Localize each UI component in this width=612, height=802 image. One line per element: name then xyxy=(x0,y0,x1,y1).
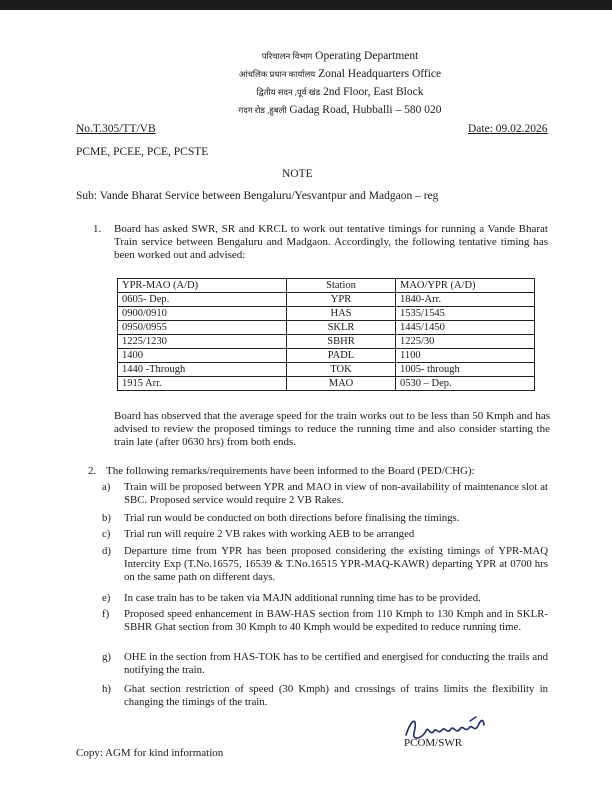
para2-intro: The following remarks/requirements have been informed to the Board (PED/CHG): xyxy=(106,465,475,477)
remark-text: Proposed speed enhancement in BAW-HAS section from 110 Kmph to 130 Kmph and in SKLR-SBHR Ghat section from 30 Kmph to 40 Kmph would be expedited to reduce running time. xyxy=(124,608,548,633)
table-cell: 1535/1545 xyxy=(396,307,535,321)
remark-text: Ghat section restriction of speed (30 Kmph) and crossings of trains limits the flexibility in changing the timings of the train. xyxy=(124,683,548,708)
subject-line: Sub: Vande Bharat Service between Bengaluru/Yesvantpur and Madgaon – reg xyxy=(76,190,439,202)
table-cell: YPR xyxy=(287,293,396,307)
remark-text: Trial run would be conducted on both directions before finalising the timings. xyxy=(124,512,460,524)
timetable-header-cell: Station xyxy=(287,279,396,293)
table-cell: SKLR xyxy=(287,321,396,335)
para2-number: 2. xyxy=(88,465,97,477)
table-cell: 1840-Arr. xyxy=(396,293,535,307)
timetable xyxy=(117,278,535,391)
header-floor: द्वितीय सदन ,पूर्व खंड 2nd Floor, East Block xyxy=(256,86,424,98)
remark-text: OHE in the section from HAS-TOK has to be certified and energised for conducting the trails and notifying the train. xyxy=(124,651,548,676)
table-cell: 1225/30 xyxy=(396,335,535,349)
remark-label: b) xyxy=(102,512,111,524)
table-cell: 1005- through xyxy=(396,363,535,377)
remark-label: e) xyxy=(102,592,111,604)
table-cell: 1440 -Through xyxy=(118,363,287,377)
remark-item-g xyxy=(102,651,548,677)
note-date: Date: 09.02.2026 xyxy=(468,123,548,135)
timetable-header-row xyxy=(118,279,535,293)
signatory-designation: PCOM/SWR xyxy=(404,737,463,749)
reference-number: No.T.305/TT/VB xyxy=(76,123,156,135)
header-address: गदग रोड ,हुबली Gadag Road, Hubballi – 580 020 xyxy=(238,104,442,116)
table-cell: 0950/0955 xyxy=(118,321,287,335)
table-cell: 1225/1230 xyxy=(118,335,287,349)
table-cell: 0605- Dep. xyxy=(118,293,287,307)
header-department: परिचालन विभाग Operating Department xyxy=(261,50,419,62)
table-cell: HAS xyxy=(287,307,396,321)
table-cell: 1400 xyxy=(118,349,287,363)
timetable-row xyxy=(118,349,535,363)
remark-label: a) xyxy=(102,481,111,493)
table-cell: 1915 Arr. xyxy=(118,377,287,391)
timetable-row xyxy=(118,335,535,349)
table-cell: SBHR xyxy=(287,335,396,349)
remark-text: Train will be proposed between YPR and MAO in view of non-availability of maintenance slot at SBC. Proposed service would require 2 VB Rakes. xyxy=(124,481,548,506)
remark-item-h xyxy=(102,683,548,709)
remark-label: f) xyxy=(102,608,110,620)
office-note-page xyxy=(0,10,612,802)
note-title: NOTE xyxy=(282,168,313,180)
table-cell: MAO xyxy=(287,377,396,391)
table-cell: 1100 xyxy=(396,349,535,363)
remark-label: h) xyxy=(102,683,111,695)
remark-item-e xyxy=(102,592,548,605)
timetable-header-cell: MAO/YPR (A/D) xyxy=(396,279,535,293)
remark-text: In case train has to be taken via MAJN additional running time has to be provided. xyxy=(124,592,481,604)
remark-text: Trial run will require 2 VB rakes with working AEB to be arranged xyxy=(124,528,415,540)
header-office: आंचलिक प्रधान कार्यालय Zonal Headquarters Office xyxy=(238,68,442,80)
table-cell: 0530 – Dep. xyxy=(396,377,535,391)
remark-item-c xyxy=(102,528,548,541)
remark-item-d xyxy=(102,545,548,584)
remark-label: d) xyxy=(102,545,111,557)
board-observation: Board has observed that the average speed for the train works out to be less than 50 Kmph and has advised to review the proposed timings to reduce the running time and also consider starting the train late (after 0630 hrs) from both ends. xyxy=(114,410,550,449)
remark-item-b xyxy=(102,512,548,525)
timetable-row xyxy=(118,307,535,321)
copy-to-line: Copy: AGM for kind information xyxy=(76,747,224,759)
remark-item-f xyxy=(102,608,548,634)
timetable-header-cell: YPR-MAO (A/D) xyxy=(118,279,287,293)
timetable-row xyxy=(118,377,535,391)
timetable-row xyxy=(118,321,535,335)
para1-number: 1. xyxy=(93,223,102,235)
remark-label: g) xyxy=(102,651,111,663)
remark-label: c) xyxy=(102,528,111,540)
top-dark-bar xyxy=(0,0,612,10)
table-cell: 0900/0910 xyxy=(118,307,287,321)
para1-text: Board has asked SWR, SR and KRCL to work out tentative timings for running a Vande Bharat Train service between Bengaluru and Madgaon. Accordingly, the following tentative timing has been worked out and advised: xyxy=(114,223,548,262)
table-cell: TOK xyxy=(287,363,396,377)
addressees: PCME, PCEE, PCE, PCSTE xyxy=(76,146,209,158)
table-cell: 1445/1450 xyxy=(396,321,535,335)
timetable-row xyxy=(118,363,535,377)
table-cell: PADL xyxy=(287,349,396,363)
timetable-row xyxy=(118,293,535,307)
remark-item-a xyxy=(102,481,548,507)
remark-text: Departure time from YPR has been proposed considering the existing timings of YPR-MAQ Intercity Exp (T.No.16575, 16539 & T.No.16515 YPR-MAQ-KAWR) departing YPR at 0700 hrs on the same path on different days. xyxy=(124,545,548,583)
